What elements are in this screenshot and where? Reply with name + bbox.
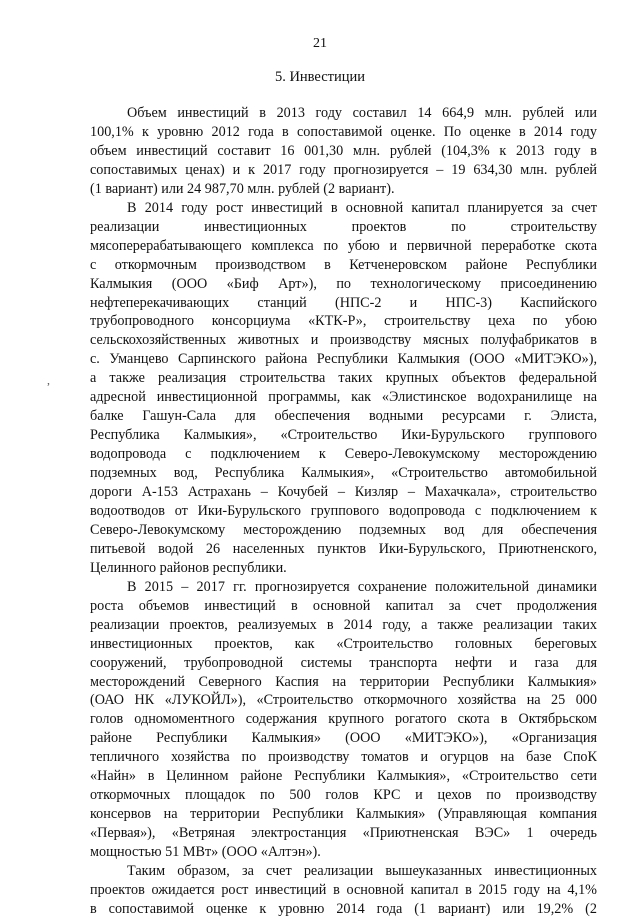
text-line: Республика Калмыкия», «Строительство Ики-Бурульского группового (90, 427, 597, 444)
text-line: нефтеперекачивающих станций (НПС-2 и НПС-3) Каспийского (90, 294, 597, 311)
text-line: роста объемов инвестиций в основной капитал за счет продолжения (90, 597, 597, 614)
text-line: мясоперерабатывающего комплекса по убою и первичной переработке скота (90, 237, 597, 254)
text-line: консервов на территории Республики Калмыкия» (Управляющая компания (90, 806, 597, 823)
text-line: районе Республики Калмыкия» (ООО «МИТЭКО»), «Организация (90, 730, 597, 747)
text-line: сопоставимых ценах) и к 2017 году прогнозируется – 19 634,30 млн. рублей (90, 161, 597, 178)
page-number: 21 (313, 36, 327, 51)
text-line: Калмыкия (ООО «Биф Арт»), по технологическому присоединению (90, 275, 597, 292)
text-line: инвестиционных проектов, как «Строительство головных береговых (90, 635, 597, 652)
text-line: 100,1% к уровню 2012 года в сопоставимой оценке. По оценке в 2014 году (90, 124, 597, 140)
text-line: балке Гашун-Сала для обеспечения водными ресурсами г. Элиста, (90, 408, 597, 425)
text-line: с. Уманцево Сарпинского района Республики Калмыкия (ООО «МИТЭКО»), (90, 351, 597, 368)
text-line: сооружений, трубопроводной системы транспорта нефти и газа для (90, 654, 597, 671)
text-line: (ОАО НК «ЛУКОЙЛ»), «Строительство откормочного хозяйства на 25 000 (90, 692, 597, 709)
text-line: Таким образом, за счет реализации вышеуказанных инвестиционных (127, 863, 597, 879)
text-line: месторождений Северного Каспия на территории Республики Калмыкия» (90, 673, 597, 690)
text-line: трубопроводного консорциума «КТК-Р», строительству цеха по убою (90, 313, 597, 330)
text-line: водопровода с подключением к Северо-Левокумскому месторождению (90, 446, 597, 463)
text-line: с откормочным производством в Кетченеровском районе Республики (90, 256, 597, 273)
text-line: реализации проектов, реализуемых в 2014 году, а также реализации таких (90, 616, 597, 633)
text-line: а также реализация строительства таких крупных объектов федеральной (90, 370, 597, 387)
text-line: В 2015 – 2017 гг. прогнозируется сохранение положительной динамики (127, 578, 597, 595)
text-line: питьевой водой 26 населенных пунктов Ики-Бурульского, Приютненского, (90, 540, 597, 557)
text-line: «Первая»), «Ветряная электростанция «Приютненская ВЭС» 1 очередь (90, 825, 597, 842)
text-line: Целинного районов республики. (90, 559, 287, 576)
text-line: дороги А-153 Астрахань – Кочубей – Кизляр – Махачкала», строительство (90, 484, 597, 500)
text-line: откормочных площадок по 500 голов КРС и цехов по производству (90, 787, 597, 804)
text-line: голов одномоментного содержания крупного рогатого скота в Октябрьском (90, 711, 597, 728)
text-line: Северо-Левокумскому месторождению подземных вод для обеспечения (90, 521, 597, 538)
margin-mark: , (47, 373, 50, 387)
text-line: Объем инвестиций в 2013 году составил 14 664,9 млн. рублей или (127, 105, 597, 121)
text-line: реализации инвестиционных проектов по строительству (90, 218, 597, 235)
text-line: адресной инвестиционной программы, как «Элистинское водохранилище на (90, 389, 597, 406)
section-title: 5. Инвестиции (274, 69, 366, 85)
text-line: мощностью 51 МВт» (ООО «Алтэн»). (90, 844, 321, 860)
text-line: проектов ожидается рост инвестиций в основной капитал в 2015 году на 4,1% (90, 881, 597, 898)
text-line: водоотводов от Ики-Бурульского группового водопровода с подключением к (90, 502, 597, 519)
text-line: объем инвестиций составит 16 001,30 млн. рублей (104,3% к 2013 году в (90, 142, 597, 159)
text-line: В 2014 году рост инвестиций в основной капитал планируется за счет (127, 199, 597, 216)
text-line: «Найн» в Целинном районе Республики Калмыкия», «Строительство сети (90, 768, 597, 785)
text-line: подземных вод, Республика Калмыкия», «Строительство автомобильной (90, 465, 597, 482)
text-line: (1 вариант) или 24 987,70 млн. рублей (2 вариант). (90, 180, 395, 197)
text-line: в сопоставимой оценке к уровню 2014 года (1 вариант) или 19,2% (2 (90, 900, 597, 917)
text-line: тепличного хозяйства по производству томатов и огурцов на базе СпоК (90, 749, 597, 766)
text-line: сельскохозяйственных животных и производству мясных полуфабрикатов в (90, 332, 597, 349)
